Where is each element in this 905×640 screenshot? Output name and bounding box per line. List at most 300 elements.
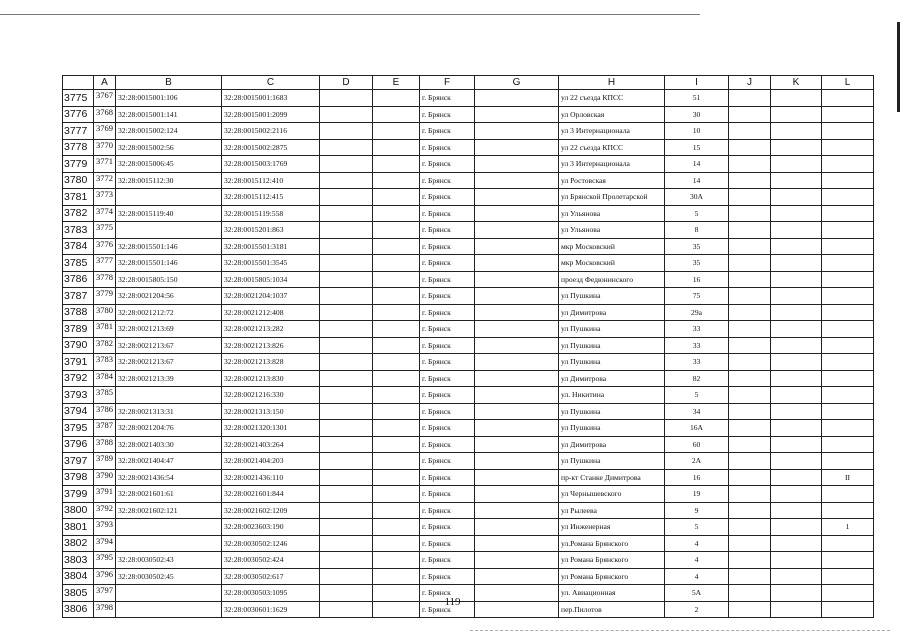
cell-b: 32:28:0021602:121 xyxy=(116,502,222,519)
cell-e xyxy=(373,568,420,585)
cell-a: 3792 xyxy=(94,502,116,519)
column-header-h: H xyxy=(559,76,665,90)
table-row xyxy=(63,354,874,371)
cell-f: г. Брянск xyxy=(420,238,475,255)
table-row xyxy=(63,288,874,305)
row-number: 3787 xyxy=(63,288,94,305)
cell-f: г. Брянск xyxy=(420,552,475,569)
cell-d xyxy=(320,568,373,585)
spreadsheet xyxy=(62,75,874,618)
row-number: 3792 xyxy=(63,370,94,387)
cell-b: 32:28:0015112:30 xyxy=(116,172,222,189)
cell-f: г. Брянск xyxy=(420,321,475,338)
cell-g xyxy=(475,238,559,255)
cell-j xyxy=(729,90,771,107)
cell-e xyxy=(373,436,420,453)
cell-j xyxy=(729,172,771,189)
cell-g xyxy=(475,354,559,371)
cell-e xyxy=(373,139,420,156)
cell-j xyxy=(729,139,771,156)
cell-b: 32:28:0021601:61 xyxy=(116,486,222,503)
cell-g xyxy=(475,403,559,420)
cell-j xyxy=(729,123,771,140)
cell-k xyxy=(771,519,822,536)
cell-i: 60 xyxy=(665,436,729,453)
cell-l xyxy=(822,403,874,420)
cell-k xyxy=(771,321,822,338)
cell-a: 3774 xyxy=(94,205,116,222)
cell-j xyxy=(729,519,771,536)
cell-d xyxy=(320,420,373,437)
cell-e xyxy=(373,106,420,123)
cell-i: 15 xyxy=(665,139,729,156)
cell-l xyxy=(822,453,874,470)
cell-k xyxy=(771,420,822,437)
cell-h: ул Пушкина xyxy=(559,288,665,305)
cell-d xyxy=(320,156,373,173)
table-row xyxy=(63,90,874,107)
cell-h: мкр Московский xyxy=(559,238,665,255)
cell-l: II xyxy=(822,469,874,486)
cell-g xyxy=(475,552,559,569)
table-row xyxy=(63,453,874,470)
cell-k xyxy=(771,255,822,272)
row-number: 3801 xyxy=(63,519,94,536)
cell-d xyxy=(320,189,373,206)
cell-i: 5 xyxy=(665,387,729,404)
cell-h: ул Пушкина xyxy=(559,354,665,371)
cell-c: 32:28:0015112:410 xyxy=(222,172,320,189)
cell-d xyxy=(320,337,373,354)
cell-i: 8 xyxy=(665,222,729,239)
cell-k xyxy=(771,139,822,156)
cell-b: 32:28:0021313:31 xyxy=(116,403,222,420)
cell-i: 30А xyxy=(665,189,729,206)
cell-c: 32:28:0021216:330 xyxy=(222,387,320,404)
cell-e xyxy=(373,337,420,354)
cell-c: 32:28:0015201:863 xyxy=(222,222,320,239)
row-number: 3785 xyxy=(63,255,94,272)
cell-e xyxy=(373,486,420,503)
cell-k xyxy=(771,469,822,486)
row-number: 3798 xyxy=(63,469,94,486)
cell-h: ул Димитрова xyxy=(559,370,665,387)
cell-g xyxy=(475,189,559,206)
cell-a: 3767 xyxy=(94,90,116,107)
row-number: 3784 xyxy=(63,238,94,255)
cell-i: 9 xyxy=(665,502,729,519)
cell-h: ул Романа Брянского xyxy=(559,568,665,585)
cell-f: г. Брянск xyxy=(420,288,475,305)
cell-g xyxy=(475,535,559,552)
row-number: 3783 xyxy=(63,222,94,239)
cell-f: г. Брянск xyxy=(420,123,475,140)
row-number: 3794 xyxy=(63,403,94,420)
cell-g xyxy=(475,90,559,107)
cell-l: 1 xyxy=(822,519,874,536)
table-row xyxy=(63,535,874,552)
cell-j xyxy=(729,535,771,552)
cell-c: 32:28:0021213:282 xyxy=(222,321,320,338)
cell-g xyxy=(475,172,559,189)
cell-g xyxy=(475,568,559,585)
cell-c: 32:28:0015003:1769 xyxy=(222,156,320,173)
cell-j xyxy=(729,288,771,305)
row-number: 3777 xyxy=(63,123,94,140)
cell-i: 51 xyxy=(665,90,729,107)
cell-h: мкр Московский xyxy=(559,255,665,272)
cell-k xyxy=(771,205,822,222)
cell-e xyxy=(373,552,420,569)
cell-d xyxy=(320,172,373,189)
cell-j xyxy=(729,271,771,288)
cell-a: 3789 xyxy=(94,453,116,470)
cell-j xyxy=(729,304,771,321)
cell-k xyxy=(771,502,822,519)
cell-d xyxy=(320,288,373,305)
cell-c: 32:28:0021601:844 xyxy=(222,486,320,503)
cell-a: 3772 xyxy=(94,172,116,189)
cell-f: г. Брянск xyxy=(420,585,475,602)
cell-b: 32:28:0021213:67 xyxy=(116,354,222,371)
cell-b: 32:28:0015501:146 xyxy=(116,255,222,272)
cell-g xyxy=(475,304,559,321)
cell-j xyxy=(729,552,771,569)
cell-a: 3788 xyxy=(94,436,116,453)
cell-f: г. Брянск xyxy=(420,304,475,321)
row-number: 3804 xyxy=(63,568,94,585)
cell-b: 32:28:0015002:56 xyxy=(116,139,222,156)
cell-b xyxy=(116,519,222,536)
cell-l xyxy=(822,420,874,437)
cell-k xyxy=(771,189,822,206)
cell-j xyxy=(729,337,771,354)
cell-d xyxy=(320,222,373,239)
cell-a: 3781 xyxy=(94,321,116,338)
cell-g xyxy=(475,370,559,387)
cell-d xyxy=(320,469,373,486)
cell-a: 3794 xyxy=(94,535,116,552)
cell-g xyxy=(475,387,559,404)
cell-e xyxy=(373,271,420,288)
cell-l xyxy=(822,172,874,189)
cell-f: г. Брянск xyxy=(420,354,475,371)
cell-i: 14 xyxy=(665,172,729,189)
cell-c: 32:28:0021320:1301 xyxy=(222,420,320,437)
cell-a: 3783 xyxy=(94,354,116,371)
table-row xyxy=(63,255,874,272)
row-number: 3796 xyxy=(63,436,94,453)
cell-k xyxy=(771,238,822,255)
cell-b: 32:28:0021204:56 xyxy=(116,288,222,305)
cell-c: 32:28:0021602:1209 xyxy=(222,502,320,519)
cell-i: 10 xyxy=(665,123,729,140)
cell-d xyxy=(320,486,373,503)
row-number: 3800 xyxy=(63,502,94,519)
cell-h: ул 22 съезда КПСС xyxy=(559,90,665,107)
cell-l xyxy=(822,486,874,503)
data-table xyxy=(62,75,874,618)
cell-d xyxy=(320,354,373,371)
table-row xyxy=(63,205,874,222)
cell-d xyxy=(320,123,373,140)
cell-e xyxy=(373,304,420,321)
cell-a: 3770 xyxy=(94,139,116,156)
cell-d xyxy=(320,205,373,222)
cell-e xyxy=(373,519,420,536)
cell-c: 32:28:0023603:190 xyxy=(222,519,320,536)
cell-h: ул Романа Брянского xyxy=(559,552,665,569)
cell-a: 3791 xyxy=(94,486,116,503)
cell-a: 3784 xyxy=(94,370,116,387)
cell-g xyxy=(475,469,559,486)
cell-b: 32:28:0021212:72 xyxy=(116,304,222,321)
cell-h: ул Ульянова xyxy=(559,205,665,222)
cell-l xyxy=(822,535,874,552)
cell-f: г. Брянск xyxy=(420,255,475,272)
column-header-row xyxy=(63,76,874,90)
cell-c: 32:28:0015112:415 xyxy=(222,189,320,206)
cell-f: г. Брянск xyxy=(420,519,475,536)
cell-k xyxy=(771,552,822,569)
cell-e xyxy=(373,90,420,107)
cell-l xyxy=(822,189,874,206)
cell-c: 32:28:0021204:1037 xyxy=(222,288,320,305)
cell-i: 34 xyxy=(665,403,729,420)
cell-c: 32:28:0021436:110 xyxy=(222,469,320,486)
cell-c: 32:28:0030503:1095 xyxy=(222,585,320,602)
cell-c: 32:28:0021404:203 xyxy=(222,453,320,470)
cell-e xyxy=(373,387,420,404)
cell-g xyxy=(475,337,559,354)
cell-g xyxy=(475,271,559,288)
cell-l xyxy=(822,387,874,404)
table-row xyxy=(63,403,874,420)
cell-e xyxy=(373,535,420,552)
cell-h: ул.Романа Брянского xyxy=(559,535,665,552)
cell-l xyxy=(822,436,874,453)
cell-i: 2 xyxy=(665,601,729,618)
cell-e xyxy=(373,321,420,338)
cell-g xyxy=(475,436,559,453)
column-header-l: L xyxy=(822,76,874,90)
cell-j xyxy=(729,222,771,239)
cell-l xyxy=(822,354,874,371)
cell-k xyxy=(771,387,822,404)
cell-k xyxy=(771,453,822,470)
cell-l xyxy=(822,106,874,123)
cell-i: 5 xyxy=(665,205,729,222)
cell-k xyxy=(771,337,822,354)
cell-g xyxy=(475,139,559,156)
cell-i: 2А xyxy=(665,453,729,470)
cell-k xyxy=(771,156,822,173)
cell-g xyxy=(475,156,559,173)
row-number: 3779 xyxy=(63,156,94,173)
bottom-scan-line xyxy=(470,630,890,631)
cell-j xyxy=(729,238,771,255)
cell-f: г. Брянск xyxy=(420,601,475,618)
cell-j xyxy=(729,354,771,371)
cell-d xyxy=(320,436,373,453)
cell-j xyxy=(729,486,771,503)
cell-f: г. Брянск xyxy=(420,387,475,404)
cell-e xyxy=(373,420,420,437)
cell-k xyxy=(771,288,822,305)
table-row xyxy=(63,502,874,519)
column-header-i: I xyxy=(665,76,729,90)
cell-g xyxy=(475,123,559,140)
cell-k xyxy=(771,568,822,585)
row-number: 3778 xyxy=(63,139,94,156)
column-header-d: D xyxy=(320,76,373,90)
cell-l xyxy=(822,222,874,239)
column-header-g: G xyxy=(475,76,559,90)
cell-b: 32:28:0015119:40 xyxy=(116,205,222,222)
cell-j xyxy=(729,387,771,404)
cell-i: 75 xyxy=(665,288,729,305)
cell-i: 30 xyxy=(665,106,729,123)
cell-i: 82 xyxy=(665,370,729,387)
cell-b: 32:28:0015002:124 xyxy=(116,123,222,140)
right-scan-edge xyxy=(897,22,900,112)
cell-b xyxy=(116,535,222,552)
corner-cell xyxy=(63,76,94,90)
cell-i: 33 xyxy=(665,337,729,354)
cell-c: 32:28:0021212:408 xyxy=(222,304,320,321)
cell-g xyxy=(475,502,559,519)
cell-a: 3785 xyxy=(94,387,116,404)
cell-k xyxy=(771,403,822,420)
table-row xyxy=(63,436,874,453)
cell-f: г. Брянск xyxy=(420,370,475,387)
cell-h: ул 3 Интернационала xyxy=(559,123,665,140)
cell-a: 3773 xyxy=(94,189,116,206)
cell-a: 3795 xyxy=(94,552,116,569)
cell-h: ул Пушкина xyxy=(559,453,665,470)
cell-k xyxy=(771,535,822,552)
row-number: 3803 xyxy=(63,552,94,569)
table-row xyxy=(63,370,874,387)
cell-h: ул Ульянова xyxy=(559,222,665,239)
cell-h: пер.Пилотов xyxy=(559,601,665,618)
column-header-e: E xyxy=(373,76,420,90)
cell-c: 32:28:0021213:830 xyxy=(222,370,320,387)
cell-b: 32:28:0030502:45 xyxy=(116,568,222,585)
table-row xyxy=(63,123,874,140)
cell-e xyxy=(373,205,420,222)
cell-i: 35 xyxy=(665,238,729,255)
cell-d xyxy=(320,106,373,123)
cell-l xyxy=(822,123,874,140)
cell-i: 16 xyxy=(665,271,729,288)
cell-g xyxy=(475,205,559,222)
table-row xyxy=(63,387,874,404)
cell-b: 32:28:0021436:54 xyxy=(116,469,222,486)
cell-f: г. Брянск xyxy=(420,486,475,503)
row-number: 3786 xyxy=(63,271,94,288)
cell-k xyxy=(771,304,822,321)
cell-c: 32:28:0021403:264 xyxy=(222,436,320,453)
cell-j xyxy=(729,453,771,470)
cell-d xyxy=(320,139,373,156)
table-row xyxy=(63,469,874,486)
cell-i: 35 xyxy=(665,255,729,272)
cell-f: г. Брянск xyxy=(420,172,475,189)
cell-b: 32:28:0030502:43 xyxy=(116,552,222,569)
cell-e xyxy=(373,453,420,470)
cell-i: 4 xyxy=(665,568,729,585)
column-header-j: J xyxy=(729,76,771,90)
cell-b xyxy=(116,189,222,206)
column-header-k: K xyxy=(771,76,822,90)
cell-g xyxy=(475,106,559,123)
cell-i: 33 xyxy=(665,321,729,338)
cell-i: 5А xyxy=(665,585,729,602)
cell-g xyxy=(475,255,559,272)
cell-f: г. Брянск xyxy=(420,568,475,585)
cell-d xyxy=(320,403,373,420)
cell-h: ул Пушкина xyxy=(559,403,665,420)
cell-a: 3793 xyxy=(94,519,116,536)
cell-j xyxy=(729,370,771,387)
cell-e xyxy=(373,222,420,239)
cell-l xyxy=(822,552,874,569)
cell-a: 3796 xyxy=(94,568,116,585)
column-header-f: F xyxy=(420,76,475,90)
row-number: 3776 xyxy=(63,106,94,123)
cell-a: 3776 xyxy=(94,238,116,255)
cell-c: 32:28:0015501:3545 xyxy=(222,255,320,272)
row-number: 3789 xyxy=(63,321,94,338)
table-row xyxy=(63,238,874,255)
cell-b: 32:28:0021213:39 xyxy=(116,370,222,387)
cell-d xyxy=(320,321,373,338)
table-row xyxy=(63,271,874,288)
top-scan-line xyxy=(0,14,700,15)
cell-d xyxy=(320,453,373,470)
column-header-a: A xyxy=(94,76,116,90)
row-number: 3805 xyxy=(63,585,94,602)
cell-b: 32:28:0021213:69 xyxy=(116,321,222,338)
cell-g xyxy=(475,486,559,503)
row-number: 3802 xyxy=(63,535,94,552)
cell-c: 32:28:0015001:1683 xyxy=(222,90,320,107)
cell-b xyxy=(116,222,222,239)
cell-f: г. Брянск xyxy=(420,139,475,156)
cell-c: 32:28:0015001:2099 xyxy=(222,106,320,123)
cell-d xyxy=(320,370,373,387)
cell-f: г. Брянск xyxy=(420,106,475,123)
cell-c: 32:28:0015119:558 xyxy=(222,205,320,222)
cell-l xyxy=(822,90,874,107)
cell-l xyxy=(822,288,874,305)
cell-l xyxy=(822,370,874,387)
cell-e xyxy=(373,172,420,189)
cell-h: ул Ростовская xyxy=(559,172,665,189)
row-number: 3795 xyxy=(63,420,94,437)
cell-f: г. Брянск xyxy=(420,403,475,420)
cell-l xyxy=(822,337,874,354)
cell-k xyxy=(771,436,822,453)
cell-k xyxy=(771,90,822,107)
cell-b: 32:28:0015001:106 xyxy=(116,90,222,107)
cell-a: 3790 xyxy=(94,469,116,486)
cell-i: 4 xyxy=(665,535,729,552)
cell-h: ул Димитрова xyxy=(559,436,665,453)
cell-e xyxy=(373,502,420,519)
cell-i: 33 xyxy=(665,354,729,371)
